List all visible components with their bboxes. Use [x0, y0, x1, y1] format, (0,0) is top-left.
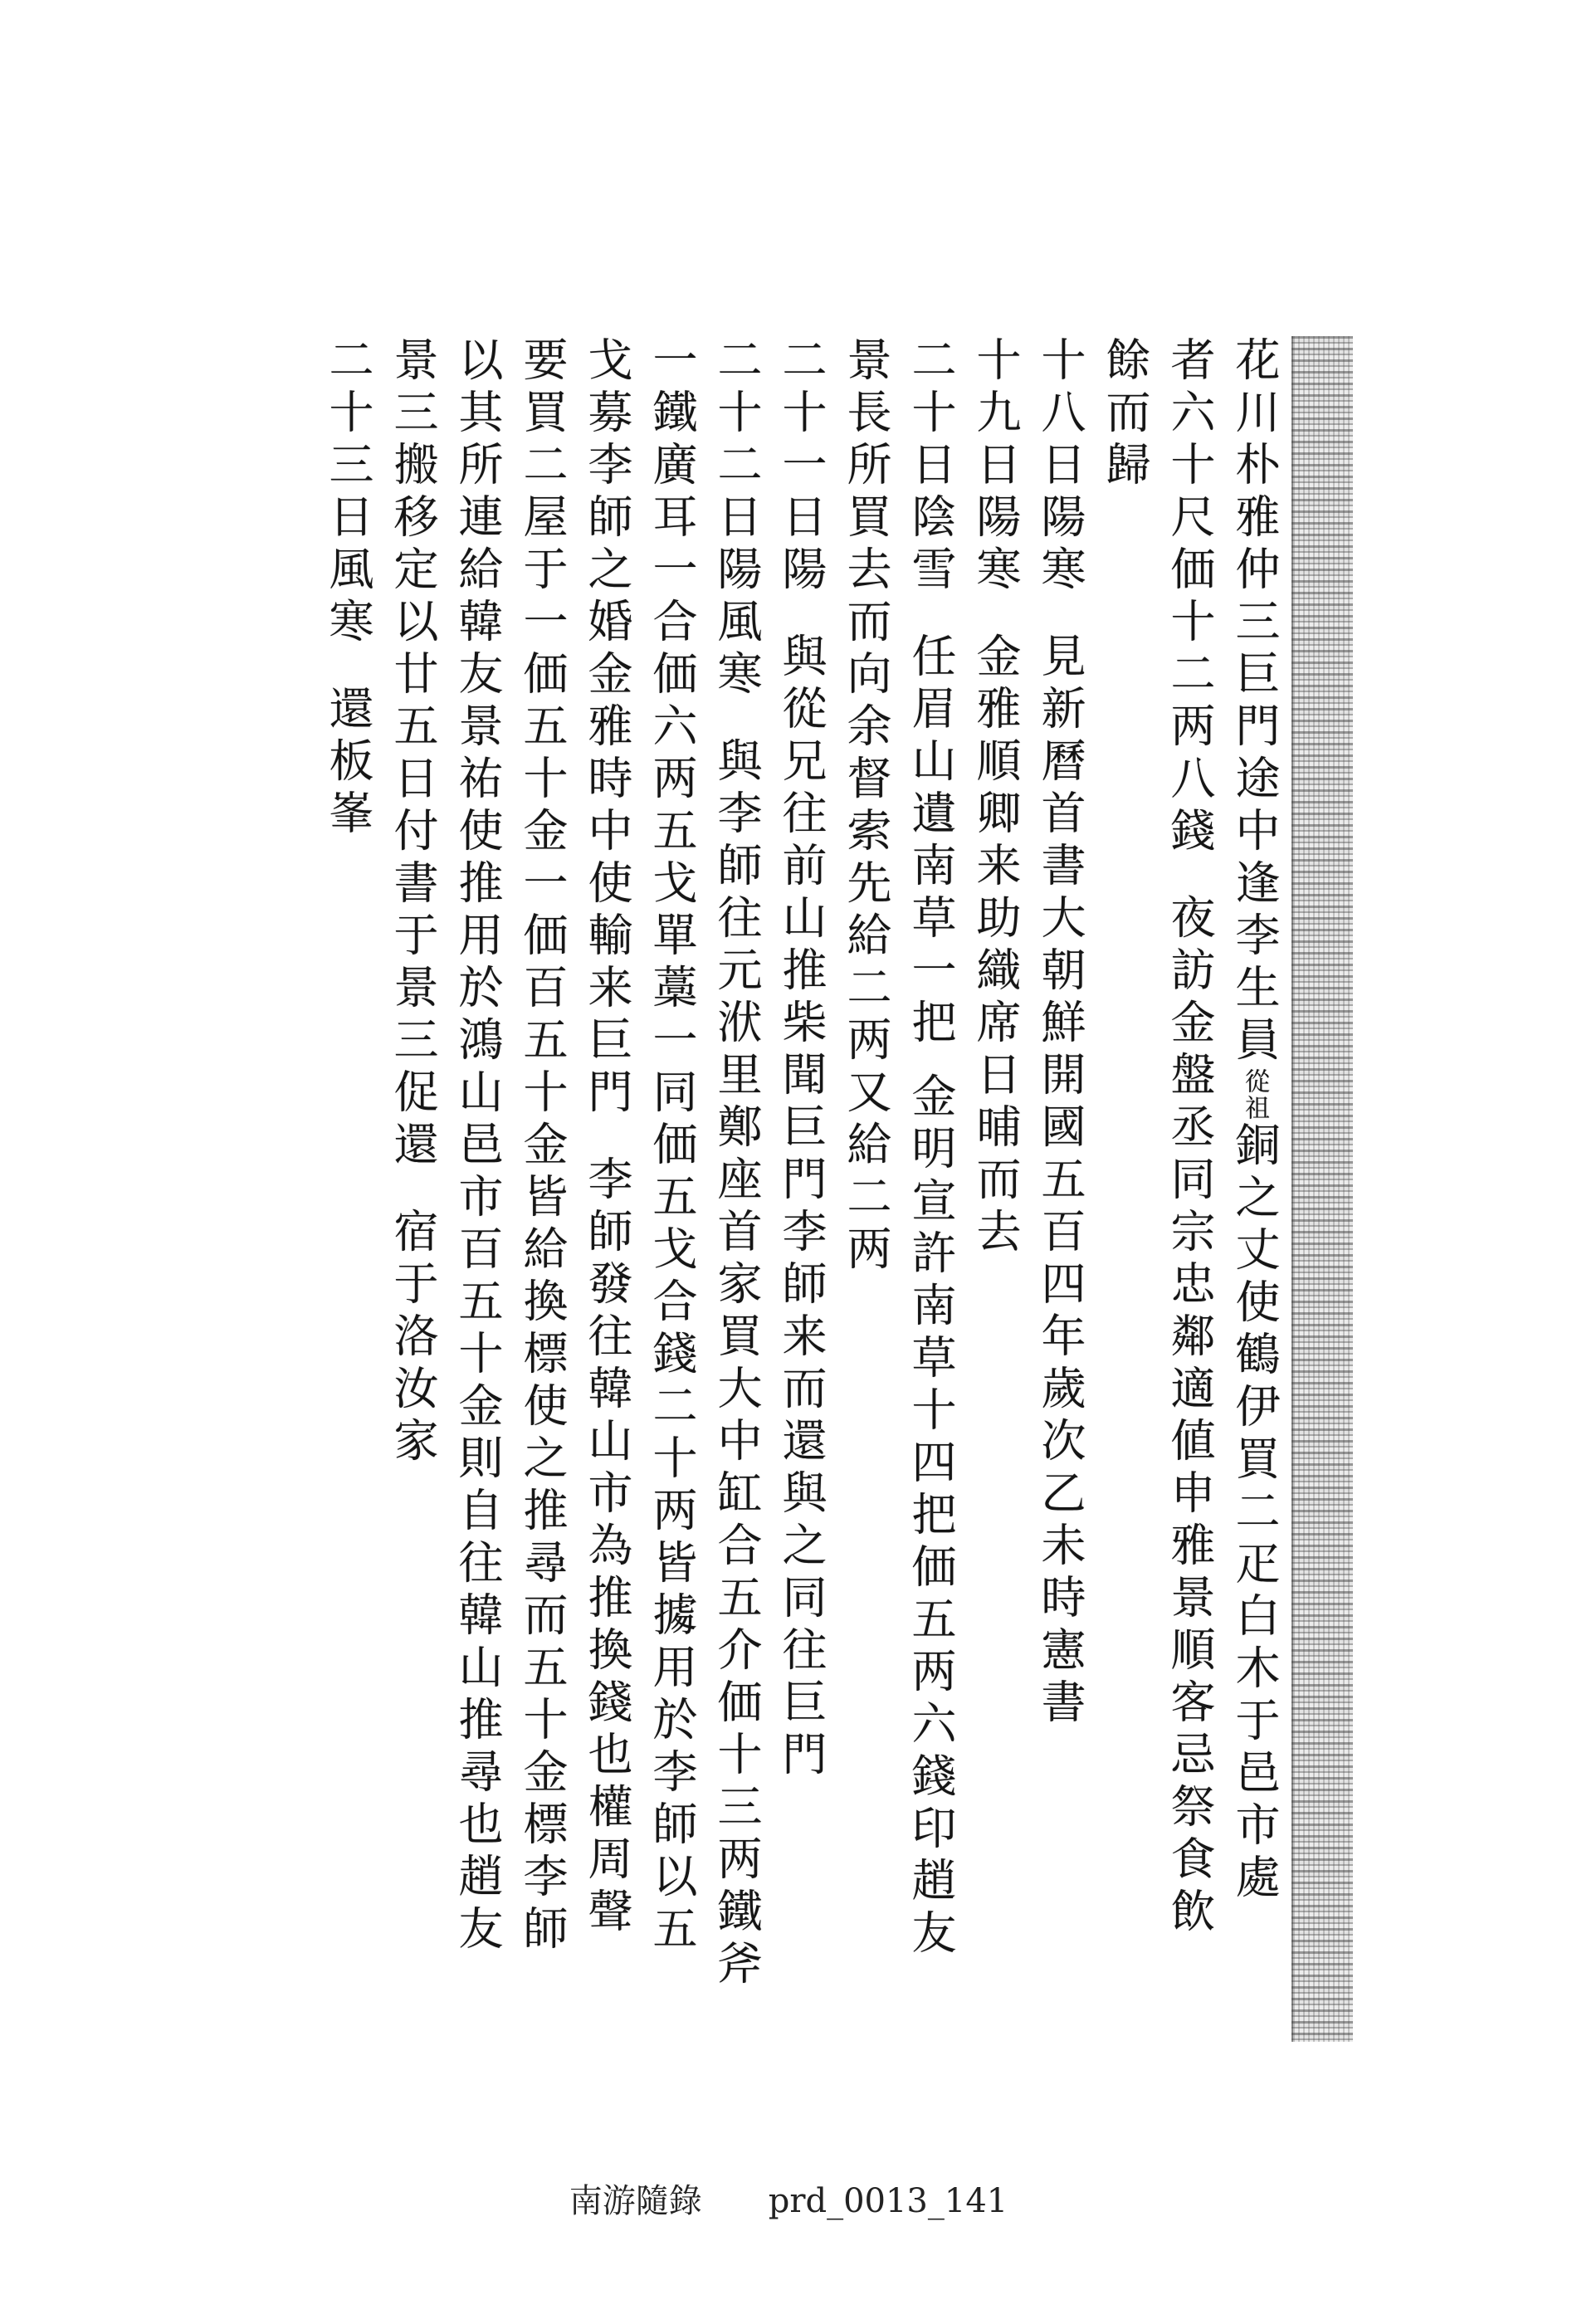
column-11: 戈募李師之婚金雅時中使輸来巨門李師發往韓山市為推換錢也權周聲	[581, 336, 633, 1940]
column-8: 二十一日陽與從兄往前山推柴聞巨門李師来而還與之同往巨門	[775, 336, 828, 1783]
column-1: 花川朴雅仲三巨門途中逢李生員從祖銅之丈使鶴伊買二疋白木于邑市處	[1228, 336, 1281, 1906]
page-footer	[0, 2175, 1577, 2222]
column-15: 二十三日風寒還板峯	[322, 336, 374, 842]
page-code: prd_0013_141	[768, 2182, 1008, 2220]
column-6: 二十日陰雪任眉山遺南草一把 金明宣許南草十四把価五两六錢印趙友	[905, 336, 957, 1962]
column-7: 景長所買去而向余督索先給二两又給二两	[840, 336, 892, 1277]
column-5: 十九日陽寒金雅順卿来助織席日晡而去	[969, 336, 1022, 1260]
manuscript-scan	[224, 336, 1353, 2050]
column-4: 十八日陽寒見新曆首書大朝鮮開國五百四年歲次乙未時憲書	[1034, 336, 1086, 1731]
column-3: 餘而歸	[1099, 336, 1151, 493]
column-9: 二十二日陽風寒與李師往元洑里鄭座首家買大中缸合五介価十三两鐵斧	[710, 336, 763, 1992]
column-14: 景三搬移定以廿五日付書于景三促還宿于洛汝家	[387, 336, 439, 1469]
column-12: 要買二屋于一価五十金一価百五十金皆給換標使之推尋而五十金標李師	[516, 336, 569, 1957]
column-10: 一鐵廣耳一合価六两五戈單藁一同価五戈合錢二十两皆㩀用於李師以五	[646, 336, 698, 1957]
column-13: 以其所連給韓友景祐使推用於鴻山邑市百五十金則自往韓山推尋也趙友	[452, 336, 504, 1957]
column-2: 者六十尺価十二两八錢夜訪金盤丞同宗忠鄰適値申雅景順客忌祭食飲	[1164, 336, 1216, 1940]
scan-edge-shadow	[1291, 336, 1353, 2042]
book-title: 南游隨錄	[569, 2182, 702, 2220]
text-columns	[315, 336, 1286, 2050]
